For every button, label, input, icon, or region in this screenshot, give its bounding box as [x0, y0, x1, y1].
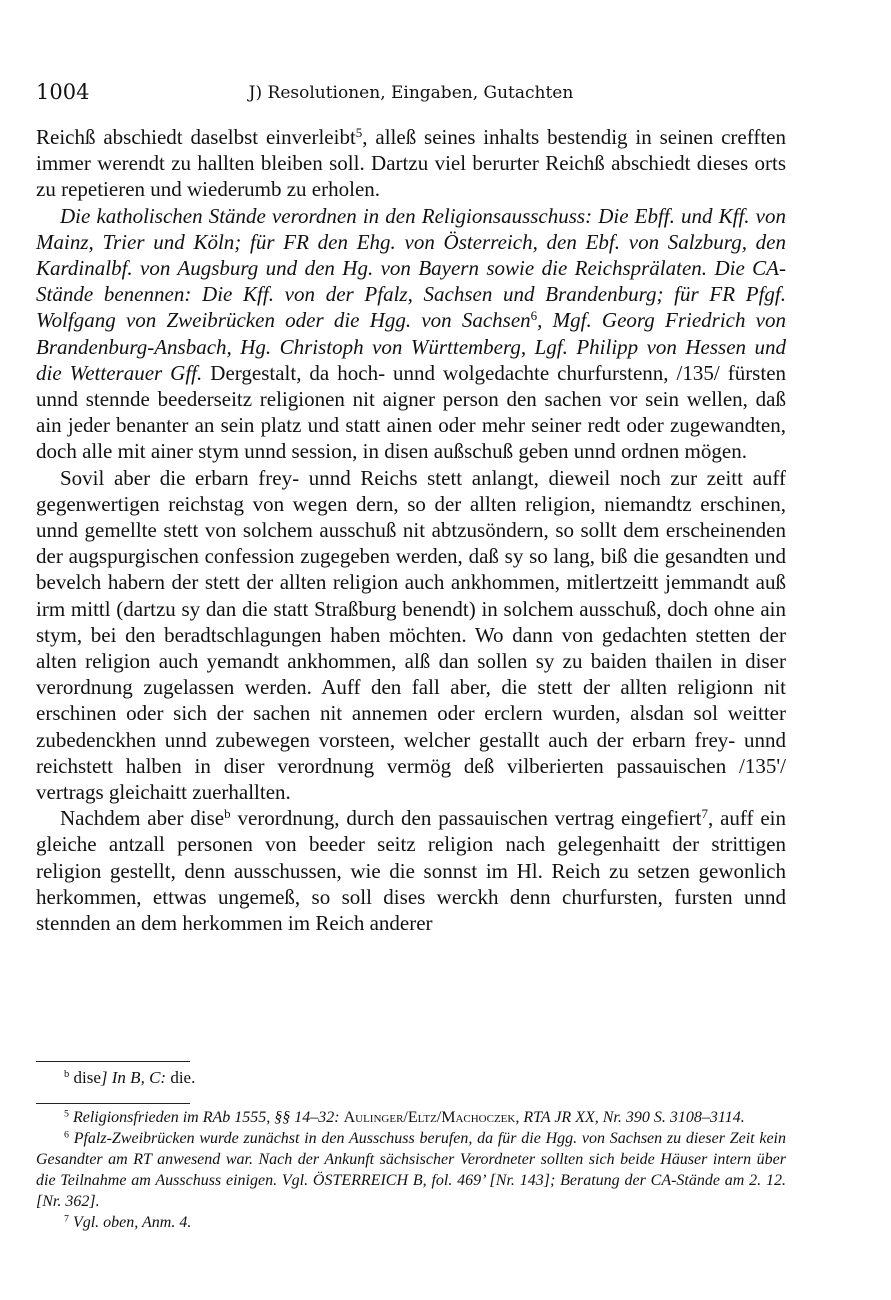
page-header — [36, 80, 786, 106]
page-number: 1004 — [36, 80, 90, 104]
footnote-ref-6: 6 — [530, 308, 538, 324]
main-text — [36, 124, 786, 936]
paragraph-2: Die katholischen Stände verordnen in den Religionsausschuss: Die Ebff. und Kff. von Mainz, Trier und Köln; für FR den Ehg. von Österreich, den Ebf. von Salzburg, den Kardinalbf. von Augsburg und den Hg. von Bayern sowie die Reichsprälaten. Die CA-Stände benennen: Die Kff. von der Pfalz, Sachsen und Brandenburg; für FR Pfgf. Wolfgang von Zweibrücken oder die Hgg. von Sachsen$^6$, Mgf. Georg Friedrich von Brandenburg-Ansbach, Hg. Christoph von Württemberg, Lgf. Philipp von Hessen und die Wetterauer Gff. Dergestalt, da hoch- unnd wolgedachte churfurstenn, /135/ fürsten unnd stennde beederseitz religionen nit aigner person den sachen vor sein wellen, daß ain jeder benanter an sein platz und statt ainen oder mehr seiner redt oder zugewandten, doch alle mit ainer stym unnd session, in disen außschuß geben unnd ordnen mögen. — [36, 203, 787, 464]
running-title: J) Resolutionen, Eingaben, Gutachten — [248, 83, 574, 103]
footnote-7: $^7$ Vgl. oben, Anm. 4. — [64, 1213, 192, 1231]
footnote-5: $^5$ Religionsfrieden im RAb 1555, §§ 14–32: Aulinger/Eltz/Machoczek, RTA JR XX, Nr. 390 S. 3108–3114. — [64, 1108, 745, 1126]
paragraph-4: Nachdem aber dise$^b$ verordnung, durch den passauischen vertrag eingefiert$^7$, auff ein gleiche antzall personen von beeder seitz religion nach gelegenhaitt der strittigen religion gestellt, denn ausschussen, wie die sonnst im Hl. Reich zu setzen gewonlich herkommen, ettwas ungemeß, so soll dises werckh denn churfursten, fursten unnd stennden an dem herkommen im Reich anderer — [36, 806, 786, 936]
variant-notes — [36, 1067, 786, 1088]
footnote-6: $^6$ Pfalz-Zweibrücken wurde zunächst in den Ausschuss berufen, da für die Hgg. von Sachsen zu dieser Zeit kein Gesandter am RT anwesend war. Nach der Ankunft sächsischer Verordneter sollten sich beide Häuser intern über die Teilnahme am Ausschuss einigen. Vgl. ÖSTERREICH B, fol. 469’ [Nr. 143]; Beratung der CA-Stände am 2. 12. [Nr. 362]. — [36, 1129, 786, 1210]
paragraph-3: Sovil aber die erbarn frey- unnd Reichs stett anlangt, dieweil noch zur zeitt auff gegenwertigen reichstag von wegen dern, so der allten religion, niemandtz erschinen, unnd gemellte stett von solchem ausschuß nit abtzusöndern, so sollt dem erscheinenden der augspurgischen confession zugegeben werden, daß sy so lang, biß die gesandten und bevelch habern der stett der allten religion auch ankhommen, mitlertzeitt jemmandt auß irm mittl (dartzu sy dan die statt Straßburg benendt) in solchem ausschuß, doch ohne ain stym, bei den beradtschlagungen haben möchten. Wo dann von gedachten stetten der alten religion auch yemandt ankhommen, alß dan sollen sy zu baiden thailen in diser verordnung zugelassen werden. Auff den fall aber, die stett der allten religionn nit erschinen oder sich der sachen nit annemen oder erclern wurden, alsdan sol weitter zubedenckhen unnd zubewegen vorsteen, welcher gestallt auch der erbarn frey- unnd reichstett halben in diser verordnung vermög deß vilberierten passauischen /135'/ vertrags gleichaitt zuerhallten. — [36, 465, 786, 805]
paragraph-1: Reichß abschiedt daselbst einverleibt$^5$, alleß seines inhalts bestendig in seinen crefften immer werendt zu hallten bleiben soll. Dartzu viel berurter Reichß abschiedt dieses orts zu repetieren und wiederumb zu erholen. — [36, 124, 786, 202]
variant-notes-rule — [36, 1061, 190, 1062]
footnote-ref-7: 7 — [701, 806, 708, 822]
variant-ref-b: b — [224, 806, 231, 822]
footnotes-rule — [36, 1103, 190, 1104]
footnote-ref-5: 5 — [355, 124, 363, 140]
variant-note-b: $^b$ dise] In B, C: die. — [64, 1068, 196, 1087]
footnotes — [36, 1107, 786, 1233]
